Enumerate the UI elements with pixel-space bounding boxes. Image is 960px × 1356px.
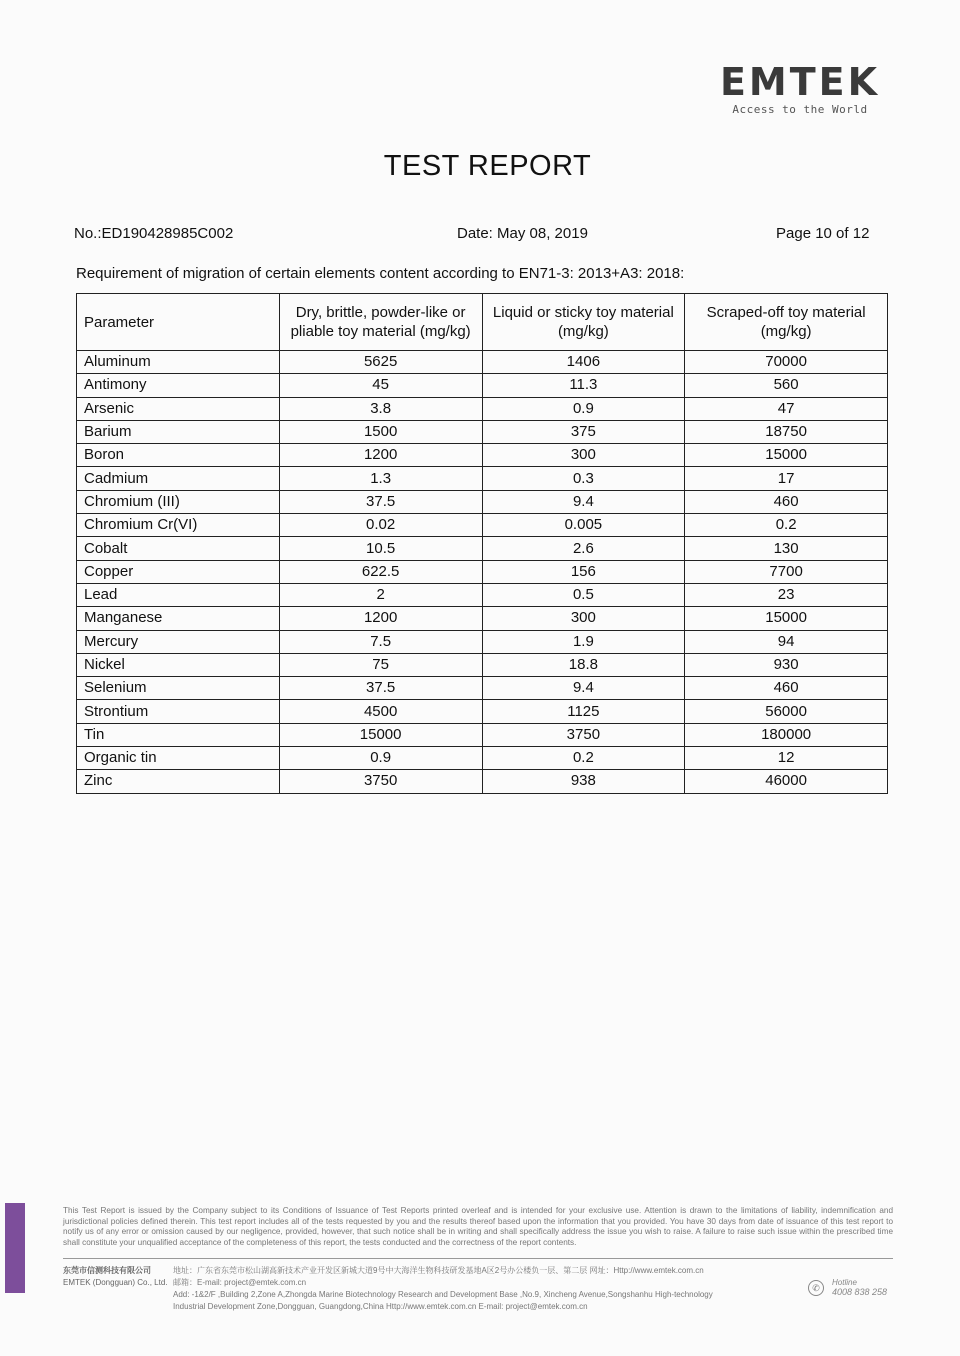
table-row — [77, 397, 888, 420]
limit-value-cell: 1406 — [482, 351, 685, 374]
logo-wordmark: EMTEK — [719, 60, 881, 104]
purple-side-bar — [5, 1203, 25, 1293]
address-en-line2: Industrial Development Zone,Dongguan, Guangdong,China Http://www.emtek.com.cn E-mail: project@emtek.com.cn — [173, 1302, 588, 1311]
phone-icon: ✆ — [808, 1280, 824, 1296]
page-title: TEST REPORT — [383, 150, 592, 182]
migration-limits-table — [76, 293, 888, 794]
parameter-cell: Nickel — [77, 653, 280, 676]
page-number: Page 10 of 12 — [776, 225, 870, 242]
limit-value-cell: 180000 — [685, 723, 888, 746]
table-row — [77, 467, 888, 490]
limit-value-cell: 560 — [685, 374, 888, 397]
limit-value-cell: 300 — [482, 607, 685, 630]
parameter-cell: Lead — [77, 583, 280, 606]
limit-value-cell: 0.3 — [482, 467, 685, 490]
limit-value-cell: 37.5 — [279, 490, 482, 513]
parameter-cell: Boron — [77, 444, 280, 467]
limit-value-cell: 37.5 — [279, 677, 482, 700]
column-header-scraped: Scraped-off toy material (mg/kg) — [685, 294, 888, 351]
limit-value-cell: 11.3 — [482, 374, 685, 397]
limit-value-cell: 938 — [482, 770, 685, 793]
table-row — [77, 537, 888, 560]
table-row — [77, 583, 888, 606]
table-row — [77, 723, 888, 746]
limit-value-cell: 1.9 — [482, 630, 685, 653]
limit-value-cell: 10.5 — [279, 537, 482, 560]
address-block — [173, 1265, 793, 1313]
limit-value-cell: 17 — [685, 467, 888, 490]
address-cn: 地址：广东省东莞市松山湖高新技术产业开发区新城大道9号中大海洋生物科技研发基地A区2号办公楼负一层、第二层 网址：Http://www.emtek.com.cn — [173, 1266, 704, 1275]
limit-value-cell: 7.5 — [279, 630, 482, 653]
address-en-line1: Add: -1&2/F ,Building 2,Zone A,Zhongda Marine Biotechnology Research and Development Base ,No.9, Xincheng Avenue,Songshanhu High-technology — [173, 1290, 713, 1299]
limit-value-cell: 94 — [685, 630, 888, 653]
parameter-cell: Copper — [77, 560, 280, 583]
table-header-row — [77, 294, 888, 351]
limit-value-cell: 47 — [685, 397, 888, 420]
parameter-cell: Barium — [77, 420, 280, 443]
column-header-liquid: Liquid or sticky toy material (mg/kg) — [482, 294, 685, 351]
limit-value-cell: 930 — [685, 653, 888, 676]
table-row — [77, 607, 888, 630]
limit-value-cell: 460 — [685, 677, 888, 700]
limit-value-cell: 3.8 — [279, 397, 482, 420]
requirement-intro: Requirement of migration of certain elements content according to EN71-3: 2013+A3: 2018: — [76, 265, 685, 282]
limit-value-cell: 130 — [685, 537, 888, 560]
limit-value-cell: 0.5 — [482, 583, 685, 606]
limit-value-cell: 375 — [482, 420, 685, 443]
limit-value-cell: 15000 — [279, 723, 482, 746]
table-row — [77, 677, 888, 700]
parameter-cell: Chromium Cr(VI) — [77, 514, 280, 537]
limit-value-cell: 460 — [685, 490, 888, 513]
parameter-cell: Tin — [77, 723, 280, 746]
logo-tagline: Access to the World — [732, 103, 868, 116]
parameter-cell: Manganese — [77, 607, 280, 630]
limit-value-cell: 9.4 — [482, 490, 685, 513]
table-row — [77, 770, 888, 793]
company-block — [63, 1265, 168, 1289]
column-header-dry: Dry, brittle, powder-like or pliable toy material (mg/kg) — [279, 294, 482, 351]
parameter-cell: Selenium — [77, 677, 280, 700]
parameter-cell: Arsenic — [77, 397, 280, 420]
company-name-cn: 东莞市信测科技有限公司 — [63, 1266, 151, 1275]
limit-value-cell: 0.9 — [482, 397, 685, 420]
limit-value-cell: 0.2 — [685, 514, 888, 537]
parameter-cell: Zinc — [77, 770, 280, 793]
table-row — [77, 374, 888, 397]
table-row — [77, 630, 888, 653]
limit-value-cell: 56000 — [685, 700, 888, 723]
limit-value-cell: 3750 — [279, 770, 482, 793]
report-number: No.:ED190428985C002 — [74, 225, 234, 242]
limit-value-cell: 5625 — [279, 351, 482, 374]
parameter-cell: Strontium — [77, 700, 280, 723]
email-cn: 邮箱：E-mail: project@emtek.com.cn — [173, 1278, 307, 1287]
parameter-cell: Organic tin — [77, 747, 280, 770]
limit-value-cell: 75 — [279, 653, 482, 676]
limit-value-cell: 9.4 — [482, 677, 685, 700]
limit-value-cell: 1500 — [279, 420, 482, 443]
footer-divider — [63, 1258, 893, 1259]
parameter-cell: Mercury — [77, 630, 280, 653]
hotline-label: Hotline — [832, 1278, 857, 1287]
table-row — [77, 560, 888, 583]
parameter-cell: Antimony — [77, 374, 280, 397]
limit-value-cell: 1200 — [279, 607, 482, 630]
company-name-en: EMTEK (Dongguan) Co., Ltd. — [63, 1278, 168, 1287]
limit-value-cell: 46000 — [685, 770, 888, 793]
limit-value-cell: 7700 — [685, 560, 888, 583]
table-row — [77, 420, 888, 443]
table-row — [77, 490, 888, 513]
limit-value-cell: 2 — [279, 583, 482, 606]
column-header-parameter: Parameter — [77, 294, 280, 351]
limit-value-cell: 1125 — [482, 700, 685, 723]
limit-value-cell: 0.02 — [279, 514, 482, 537]
limit-value-cell: 1.3 — [279, 467, 482, 490]
limit-value-cell: 0.2 — [482, 747, 685, 770]
limit-value-cell: 156 — [482, 560, 685, 583]
table-row — [77, 747, 888, 770]
hotline-number: 4008 838 258 — [832, 1287, 888, 1297]
parameter-cell: Cobalt — [77, 537, 280, 560]
limit-value-cell: 3750 — [482, 723, 685, 746]
limit-value-cell: 15000 — [685, 444, 888, 467]
limit-value-cell: 12 — [685, 747, 888, 770]
limit-value-cell: 18.8 — [482, 653, 685, 676]
limit-value-cell: 45 — [279, 374, 482, 397]
limit-value-cell: 2.6 — [482, 537, 685, 560]
limit-value-cell: 70000 — [685, 351, 888, 374]
limit-value-cell: 300 — [482, 444, 685, 467]
table-row — [77, 514, 888, 537]
limit-value-cell: 0.9 — [279, 747, 482, 770]
emtek-logo — [700, 62, 900, 116]
footer-disclaimer: This Test Report is issued by the Company subject to its Conditions of Issuance of Test Reports printed overleaf and is intended for your exclusive use. Attention is drawn to the limitations of liability, indemnification and jurisdictional policies defined therein. This test report includes all of the tests requested by you and the results thereof based upon the information that you provided. You have 30 days from date of issuance of this test report to notify us of any error or omission caused by our negligence, provided, however, that such notice shall be in writing and shall specifically address the issue you wish to raise. A failure to raise such issue within the prescribed time shall constitute your unqualified acceptance of the completeness of this report, the tests conducted and the correctness of the report contents. — [63, 1206, 893, 1247]
parameter-cell: Aluminum — [77, 351, 280, 374]
table-row — [77, 351, 888, 374]
table-row — [77, 444, 888, 467]
report-date: Date: May 08, 2019 — [457, 225, 588, 242]
limit-value-cell: 23 — [685, 583, 888, 606]
table-row — [77, 653, 888, 676]
limit-value-cell: 4500 — [279, 700, 482, 723]
hotline-block — [808, 1278, 898, 1302]
limit-value-cell: 622.5 — [279, 560, 482, 583]
parameter-cell: Chromium (III) — [77, 490, 280, 513]
table-row — [77, 700, 888, 723]
parameter-cell: Cadmium — [77, 467, 280, 490]
limit-value-cell: 1200 — [279, 444, 482, 467]
limit-value-cell: 0.005 — [482, 514, 685, 537]
limit-value-cell: 15000 — [685, 607, 888, 630]
limit-value-cell: 18750 — [685, 420, 888, 443]
